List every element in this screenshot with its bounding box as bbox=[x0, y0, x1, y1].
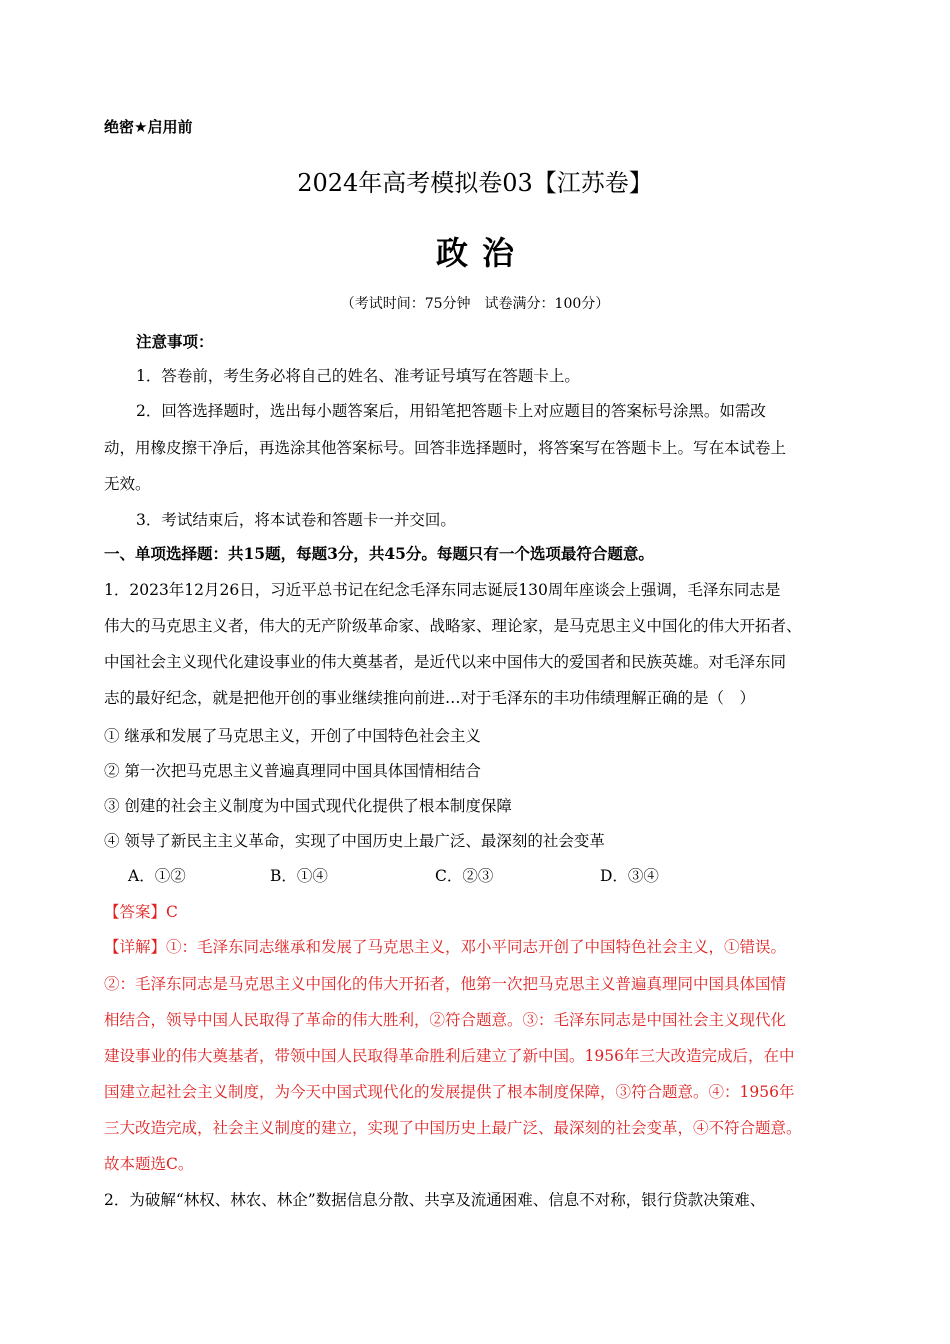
statement-4: ④ 领导了新民主主义革命，实现了中国历史上最广泛、最深刻的社会变革 bbox=[104, 832, 605, 850]
confidential-label: 绝密★启用前 bbox=[104, 118, 193, 136]
note-item: 1．答卷前，考生务必将自己的姓名、准考证号填写在答题卡上。 bbox=[136, 367, 580, 385]
statement-1: ① 继承和发展了马克思主义，开创了中国特色社会主义 bbox=[104, 727, 481, 745]
analysis-line: 建设事业的伟大奠基者，带领中国人民取得革命胜利后建立了新中国。1956年三大改造完成后，在中 bbox=[104, 1047, 795, 1065]
question-stem: 2．为破解“林权、林农、林企”数据信息分散、共享及流通困难、信息不对称，银行贷款决策难、 bbox=[104, 1191, 766, 1209]
option-c: C．②③ bbox=[435, 867, 494, 885]
statement-2: ② 第一次把马克思主义普遍真理同中国具体国情相结合 bbox=[104, 762, 481, 780]
answer-label: 【答案】C bbox=[104, 903, 178, 921]
question-stem: 志的最好纪念，就是把他开创的事业继续推向前进…对于毛泽东的丰功伟绩理解正确的是（ ） bbox=[104, 689, 756, 707]
note-item: 动，用橡皮擦干净后，再选涂其他答案标号。回答非选择题时，将答案写在答题卡上。写在本试卷上 bbox=[104, 439, 787, 457]
note-item: 3．考试结束后，将本试卷和答题卡一并交回。 bbox=[136, 511, 456, 529]
statement-3: ③ 创建的社会主义制度为中国式现代化提供了根本制度保障 bbox=[104, 797, 512, 815]
analysis-line: 相结合，领导中国人民取得了革命的伟大胜利，②符合题意。③：毛泽东同志是中国社会主义现代化 bbox=[104, 1011, 787, 1029]
subject-title: 政治 bbox=[435, 234, 528, 272]
analysis-line: 【详解】①：毛泽东同志继承和发展了马克思主义，邓小平同志开创了中国特色社会主义，①错误。 bbox=[104, 938, 787, 956]
exam-info: （考试时间：75分钟 试卷满分：100分） bbox=[340, 296, 610, 312]
option-b: B．①④ bbox=[270, 867, 328, 885]
exam-title: 2024年高考模拟卷03【江苏卷】 bbox=[297, 169, 653, 197]
analysis-line: 故本题选C。 bbox=[104, 1155, 194, 1173]
section-heading: 一、单项选择题：共15题，每题3分，共45分。每题只有一个选项最符合题意。 bbox=[104, 544, 654, 563]
question-stem: 1．2023年12月26日，习近平总书记在纪念毛泽东同志诞辰130周年座谈会上强调，毛泽东同志是 bbox=[104, 581, 781, 599]
option-d: D．③④ bbox=[600, 867, 659, 885]
analysis-line: ②：毛泽东同志是马克思主义中国化的伟大开拓者，他第一次把马克思主义普遍真理同中国具体国情 bbox=[104, 975, 787, 993]
option-a: A．①② bbox=[128, 867, 186, 885]
analysis-line: 国建立起社会主义制度，为今天中国式现代化的发展提供了根本制度保障，③符合题意。④：1956年 bbox=[104, 1083, 795, 1101]
question-stem: 伟大的马克思主义者，伟大的无产阶级革命家、战略家、理论家，是马克思主义中国化的伟大开拓者、 bbox=[104, 617, 802, 635]
question-stem: 中国社会主义现代化建设事业的伟大奠基者，是近代以来中国伟大的爱国者和民族英雄。对毛泽东同 bbox=[104, 653, 787, 671]
analysis-line: 三大改造完成，社会主义制度的建立，实现了中国历史上最广泛、最深刻的社会变革，④不符合题意。 bbox=[104, 1119, 802, 1137]
note-item: 无效。 bbox=[104, 475, 151, 493]
note-item: 2．回答选择题时，选出每小题答案后，用铅笔把答题卡上对应题目的答案标号涂黑。如需改 bbox=[136, 402, 766, 420]
notes-heading: 注意事项： bbox=[136, 332, 214, 351]
